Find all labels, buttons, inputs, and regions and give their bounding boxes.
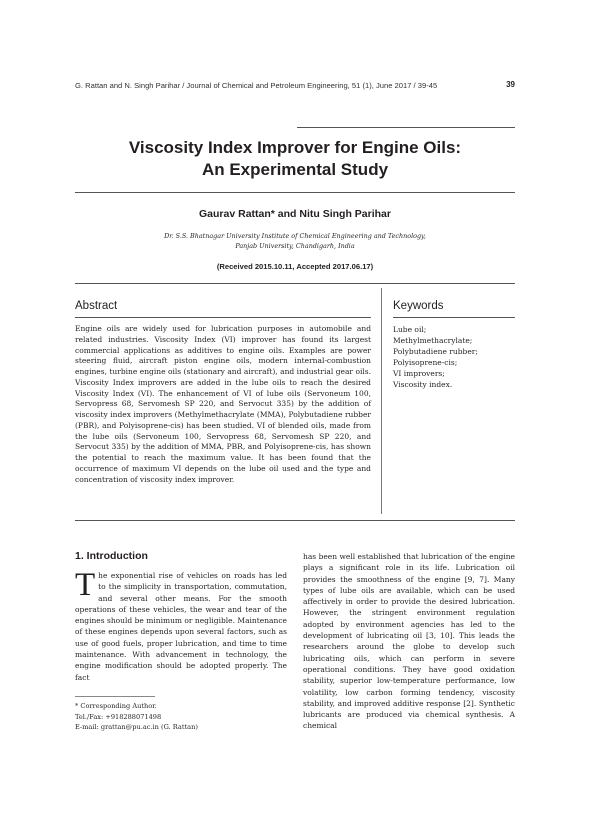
affiliation-line-1: Dr. S.S. Bhatnagar University Institute of Chemical Engineering and Technology, xyxy=(164,232,426,240)
title-line-1: Viscosity Index Improver for Engine Oils: xyxy=(128,138,462,157)
keyword-item: Methylmethacrylate; xyxy=(393,336,473,345)
footnote xyxy=(75,701,290,733)
column-divider xyxy=(381,288,382,514)
title-line-2: An Experimental Study xyxy=(201,160,389,179)
page-number: 39 xyxy=(506,80,515,89)
running-head: G. Rattan and N. Singh Parihar / Journal of Chemical and Petroleum Engineering, 51 (1), June 2017 / 39-45 xyxy=(75,81,438,90)
keywords-list xyxy=(393,324,518,390)
drop-cap: T xyxy=(75,567,96,603)
paper-title xyxy=(75,137,515,181)
introduction-right-column: has been well established that lubrication of the engine plays a significant role in its life. Lubrication oil provides the smoothness of the engine [9, 7]. Many types of lube oils are available, which can be used affectively in order to provide the desired lubrication. However, the stringent environment regulation adopted by environment agencies has led to the development of lubricating oil [3, 10]. This leads the researchers around the globe to develop such lubricating oils, which can perform in severe operational conditions. They have good oxidation stability, superior low-temperature performance, low volatility, low carbon forming tendency, viscosity stability, and improved additive response [2]. Synthetic lubricants are produced via chemical synthesis. A chemical xyxy=(303,552,515,731)
abstract-heading-rule xyxy=(75,317,371,318)
footnote-email: E-mail: grattan@pu.ac.in (G. Rattan) xyxy=(75,723,198,731)
footnote-phone: Tel./Fax: +918288071498 xyxy=(75,712,162,721)
received-dates: (Received 2015.10.11, Accepted 2017.06.17) xyxy=(216,262,374,271)
authors: Gaurav Rattan* and Nitu Singh Parihar xyxy=(199,208,391,220)
keyword-item: Lube oil; xyxy=(393,325,427,334)
abstract-heading: Abstract xyxy=(75,300,118,312)
footnote-rule xyxy=(75,696,155,697)
keyword-item: Polybutadiene rubber; xyxy=(393,347,478,356)
footnote-corresponding: * Corresponding Author. xyxy=(75,702,157,710)
introduction-left-column xyxy=(75,567,287,683)
introduction-left-text: he exponential rise of vehicles on roads has led to the simplicity in transportation, commutation, and several other means. For the smooth operations of these vehicles, the wear and tear of the engines should be minimum or negligible. Maintenance of these engines depends upon several factors, such as use of good fuels, proper lubrication, and time to time maintenance. With advancement in technology, the engine modification should be adopted properly. The fact xyxy=(75,571,287,682)
affiliation-line-2: Panjab University, Chandigarh, India xyxy=(235,242,355,250)
keyword-item: VI improvers; xyxy=(393,369,445,378)
abstract-bottom-rule xyxy=(75,520,515,521)
introduction-heading: 1. Introduction xyxy=(75,550,148,562)
keyword-item: Polyisoprene-cis; xyxy=(393,358,458,367)
keywords-heading-rule xyxy=(393,317,515,318)
title-rule xyxy=(75,192,515,193)
abstract-top-rule xyxy=(75,283,515,284)
abstract-text: Engine oils are widely used for lubrication purposes in automobile and related industries. Viscosity Index (VI) improver has found its largest commercial applications as additives to engine oils. Examples are power steering fluid, aircraft piston engine oils, modern internal-combustion engines, turbine engine oils (stationary and aircraft), and industrial gear oils. Viscosity Index improvers are added in the lube oils to reach the desired Viscosity Index (VI). The enhancement of VI of lube oils (Servoneum 100, Servopress 68, Servomesh SP 220, and Servocut 335) by the addition of viscosity index improvers (Methylmethacrylate (MMA), Polybutadiene rubber (PBR), and Polyisoprene-cis) has been studied. VI of blended oils, made from the lube oils (Servoneum 100, Servopress 68, Servomesh SP 220, and Servocut 335) by the addition of MMA, PBR, and Polyisoprene-cis, has shown the potential to reach the maximum value. It has been found that the occurrence of maximum VI depends on the lube oil used and the type and concentration of viscosity index improver. xyxy=(75,324,371,484)
keywords-heading: Keywords xyxy=(393,300,444,312)
top-rule xyxy=(297,127,515,128)
keyword-item: Viscosity index. xyxy=(393,380,453,389)
affiliation xyxy=(75,231,515,251)
